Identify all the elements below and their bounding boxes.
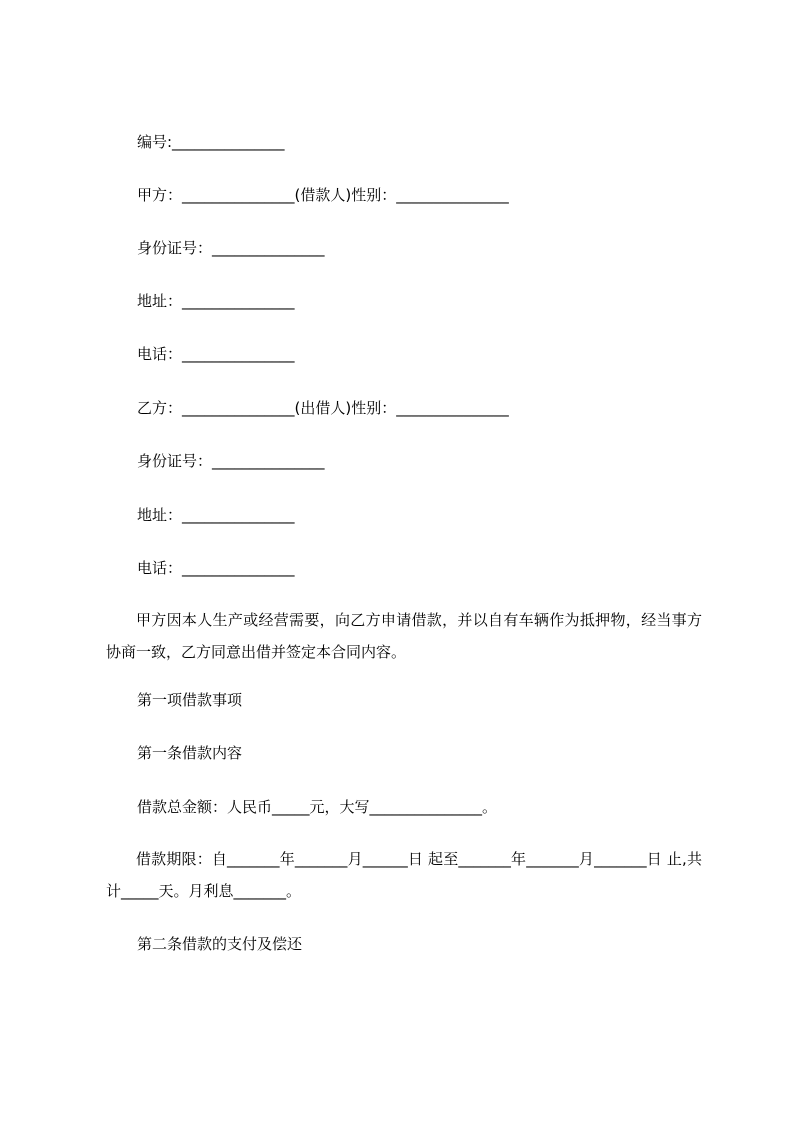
party-a-id-field: 身份证号：_______________ [137, 239, 325, 257]
article-1-title: 第一条借款内容 [137, 744, 243, 762]
party-a-phone-field: 电话：_______________ [137, 345, 295, 363]
party-b-id-field: 身份证号：_______________ [137, 452, 325, 470]
party-b-phone-field: 电话：_______________ [137, 559, 295, 577]
party-a-field: 甲方：_______________(借款人)性别：_______________ [137, 186, 509, 204]
party-b-address-field: 地址：_______________ [137, 506, 295, 524]
party-a-address-field: 地址：_______________ [137, 292, 295, 310]
contract-number-field: 编号:_______________ [137, 133, 285, 151]
loan-amount-line: 借款总金额：人民币_____元，大写_______________。 [137, 798, 498, 816]
article-2-title: 第二条借款的支付及偿还 [137, 935, 303, 953]
loan-term-paragraph: 借款期限：自_______年_______月______日 起至_______年_______月_______日 止,共计_____天。月利息_______。 [106, 850, 702, 900]
intro-paragraph: 甲方因本人生产或经营需要，向乙方申请借款，并以自有车辆作为抵押物，经当事方协商一致，乙方同意出借并签定本合同内容。 [106, 611, 702, 661]
section-1-title: 第一项借款事项 [137, 691, 243, 709]
party-b-field: 乙方：_______________(出借人)性别：_______________ [137, 399, 509, 417]
